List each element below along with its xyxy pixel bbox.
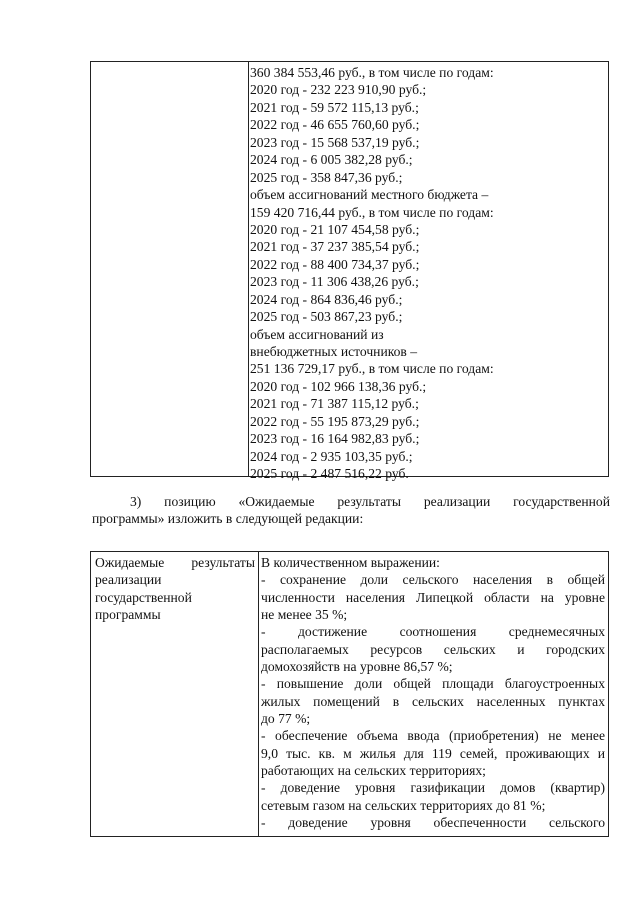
- table-line: 2022 год - 46 655 760,60 руб.;: [250, 117, 420, 133]
- table-line: 2022 год - 55 195 873,29 руб.;: [250, 413, 420, 429]
- table-line: жилых помещений в сельских населенных пунктах: [261, 693, 605, 709]
- table-column-divider: [248, 62, 249, 476]
- table-line: программы: [95, 607, 161, 623]
- table-line: реализации: [95, 572, 162, 588]
- table-line: объем ассигнований местного бюджета –: [250, 187, 489, 203]
- table-line: 2024 год - 6 005 382,28 руб.;: [250, 152, 413, 168]
- table-line: В количественном выражении:: [261, 555, 440, 570]
- table-line: 2021 год - 59 572 115,13 руб.;: [250, 99, 419, 115]
- table-line: государственной: [95, 589, 192, 605]
- table-line: не менее 35 %;: [261, 607, 348, 623]
- table-line: 2025 год - 2 487 516,22 руб.: [250, 466, 409, 482]
- table-line: - повышение доли общей площади благоустроенных: [261, 676, 605, 692]
- table-line: 2025 год - 358 847,36 руб.;: [250, 169, 403, 185]
- table-line: 2021 год - 37 237 385,54 руб.;: [250, 239, 420, 255]
- expected-results-label-cell: [95, 554, 255, 623]
- table-line: - доведение уровня газификации домов (квартир): [261, 780, 605, 796]
- table-line: 9,0 тыс. кв. м жилья для 119 семей, проживающих и: [261, 745, 605, 761]
- table-line: численности населения Липецкой области на уровне: [261, 589, 605, 605]
- table-line: - достижение соотношения среднемесячных: [261, 624, 605, 640]
- table-line: 2022 год - 88 400 734,37 руб.;: [250, 256, 420, 272]
- amendment-paragraph: [92, 493, 610, 527]
- table-line: внебюджетных источников –: [250, 344, 418, 359]
- table-line: 2025 год - 503 867,23 руб.;: [250, 309, 403, 325]
- table-line: работающих на сельских территориях;: [261, 763, 486, 779]
- table-line: 2023 год - 15 568 537,19 руб.;: [250, 134, 420, 150]
- table-line: объем ассигнований из: [250, 326, 384, 342]
- table-column-divider: [258, 552, 259, 836]
- table-line: 2020 год - 102 966 138,36 руб.;: [250, 378, 427, 394]
- table-line: до 77 %;: [261, 711, 311, 727]
- table-line: - сохранение доли сельского населения в общей: [261, 572, 605, 588]
- table-line: - обеспечение объема ввода (приобретения) не менее: [261, 728, 605, 744]
- table-line: 2020 год - 21 107 454,58 руб.;: [250, 221, 420, 237]
- expected-results-table: [90, 551, 609, 837]
- table-line: сетевым газом на сельских территориях до 81 %;: [261, 797, 546, 813]
- paragraph-line: 3) позицию «Ожидаемые результаты реализации государственной: [130, 494, 610, 509]
- table-line: 2024 год - 2 935 103,35 руб.;: [250, 448, 413, 464]
- table-line: 159 420 716,44 руб., в том числе по годам:: [250, 204, 494, 220]
- funding-table: [90, 61, 609, 482]
- table-line: 2023 год - 16 164 982,83 руб.;: [250, 431, 420, 447]
- table-line: 2020 год - 232 223 910,90 руб.;: [250, 82, 427, 98]
- expected-results-content-cell: [261, 554, 605, 832]
- table-line: располагаемых ресурсов сельских и городских: [261, 641, 605, 657]
- table-line: 2021 год - 71 387 115,12 руб.;: [250, 396, 419, 412]
- table-line: Ожидаемые результаты: [95, 555, 255, 570]
- table-line: 2023 год - 11 306 438,26 руб.;: [250, 274, 419, 290]
- table-line: 2024 год - 864 836,46 руб.;: [250, 291, 403, 307]
- table-line: 360 384 553,46 руб., в том числе по годам:: [250, 65, 494, 80]
- table-line: - доведение уровня обеспеченности сельского: [261, 815, 605, 831]
- paragraph-line: программы» изложить в следующей редакции:: [92, 511, 364, 526]
- table-line: 251 136 729,17 руб., в том числе по годам:: [250, 361, 494, 377]
- funding-details-cell: [250, 64, 604, 483]
- table-line: домохозяйств на уровне 86,57 %;: [261, 659, 453, 675]
